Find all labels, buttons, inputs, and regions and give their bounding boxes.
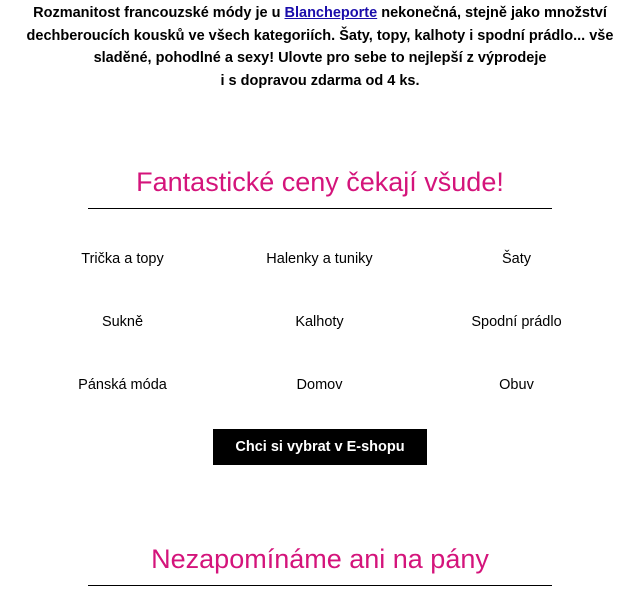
category-grid <box>24 236 616 425</box>
category-row <box>24 362 616 425</box>
intro-text-continued: nekonečná, stejně jako množství dechberoucích kousků ve všech kategoriích. Šaty, topy, kalhoty i spodní prádlo... vše sladěné, pohodlné a sexy! Ulovte pro sebe to nejlepší z výprodeje <box>26 5 614 66</box>
intro-last-line: i s dopravou zdarma od 4 ks. <box>220 72 420 89</box>
category-link-saty[interactable]: Šaty <box>501 251 531 267</box>
section-title-deals: Fantastické ceny čekají všude! <box>136 167 504 197</box>
intro-text: Rozmanitost francouzské módy je u <box>33 5 285 21</box>
category-link-spodni-pradlo[interactable]: Spodní prádlo <box>471 314 562 330</box>
category-link-domov[interactable]: Domov <box>296 377 343 393</box>
category-link-halenky-a-tuniky[interactable]: Halenky a tuniky <box>266 251 373 267</box>
divider <box>88 585 552 586</box>
category-row <box>24 299 616 362</box>
category-link-obuv[interactable]: Obuv <box>499 377 534 393</box>
section-title-men: Nezapomínáme ani na pány <box>151 544 489 574</box>
category-row <box>24 236 616 299</box>
category-link-kalhoty[interactable]: Kalhoty <box>295 314 344 330</box>
intro-paragraph <box>20 2 620 92</box>
divider <box>88 208 552 209</box>
eshop-cta-button[interactable]: Chci si vybrat v E-shopu <box>213 429 427 465</box>
category-link-panska-moda[interactable]: Pánská móda <box>78 377 167 393</box>
category-link-tricka-a-topy[interactable]: Trička a topy <box>81 251 164 267</box>
category-link-sukne[interactable]: Sukně <box>101 314 144 330</box>
blancheporte-link[interactable]: Blancheporte <box>284 5 378 21</box>
